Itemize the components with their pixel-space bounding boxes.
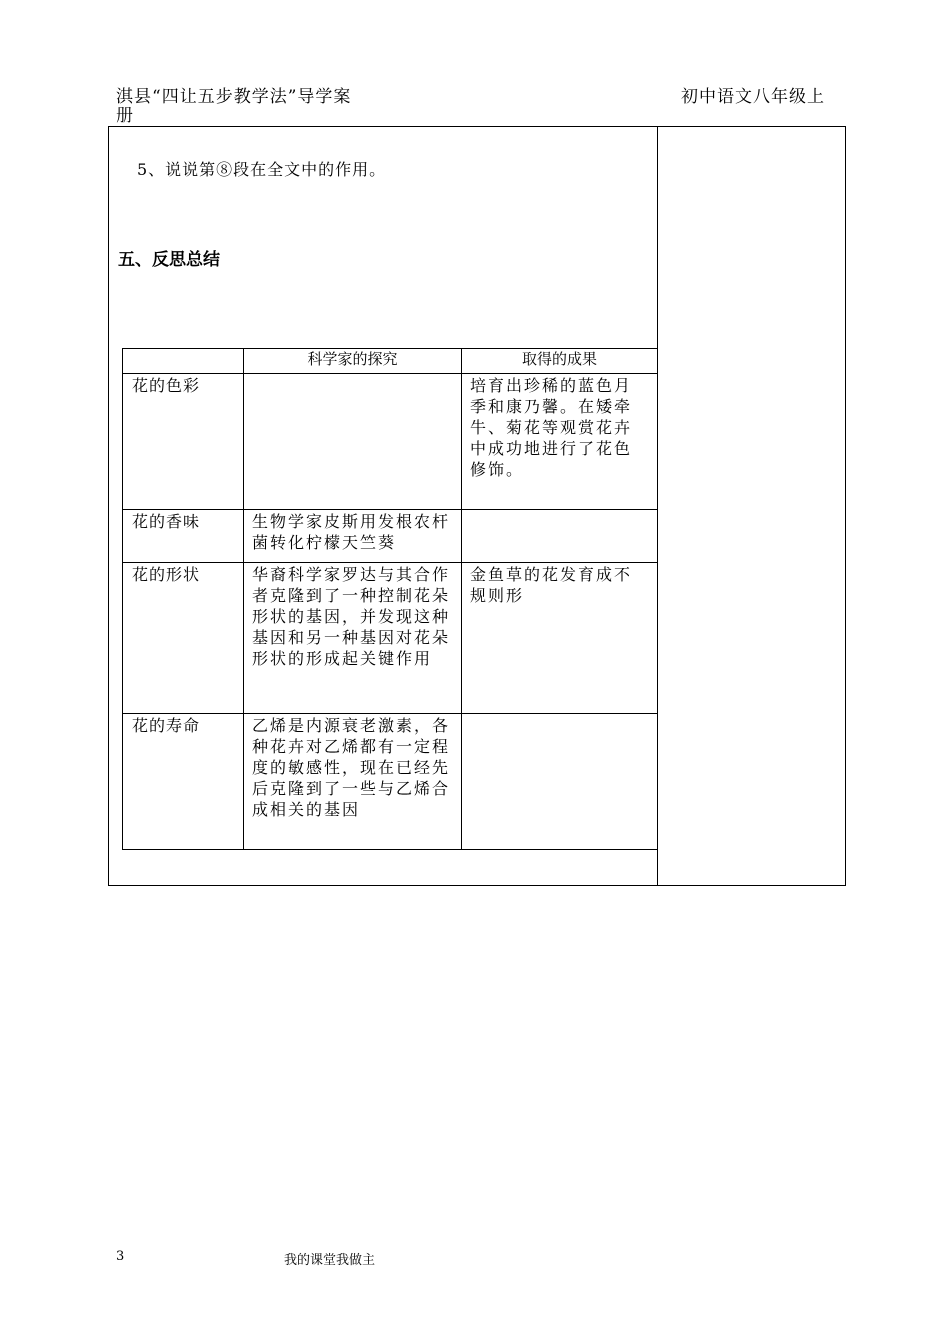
page-number: 3	[116, 1249, 125, 1264]
question-5: 5、说说第⑧段在全文中的作用。	[137, 160, 387, 179]
research-cell	[244, 374, 461, 375]
row-label: 花的香味	[132, 512, 201, 531]
header-cell-blank	[123, 349, 244, 374]
footer-motto: 我的课堂我做主	[284, 1253, 376, 1268]
result-cell: 金鱼草的花发育成不规则形	[470, 565, 633, 605]
row-label: 花的寿命	[132, 716, 201, 735]
table-row	[123, 374, 658, 510]
table-header-row	[123, 349, 658, 374]
header-title	[116, 88, 351, 126]
header-title-line2: 册	[116, 106, 134, 126]
research-cell: 乙烯是内源衰老激素，各种花卉对乙烯都有一定程度的敏感性，现在已经先后克隆到了一些与乙烯合成相关的基因	[252, 716, 451, 819]
table-row	[123, 714, 658, 850]
row-label: 花的色彩	[132, 376, 201, 395]
section-title: 五、反思总结	[118, 250, 220, 270]
content-frame	[108, 126, 846, 886]
header-cell-research: 科学家的探究	[244, 349, 462, 374]
header-cell-result: 取得的成果	[462, 349, 658, 374]
summary-table	[122, 348, 658, 850]
result-cell: 培育出珍稀的蓝色月季和康乃馨。在矮牵牛、菊花等观赏花卉中成功地进行了花色修饰。	[470, 376, 633, 479]
research-cell: 华裔科学家罗达与其合作者克隆到了一种控制花朵形状的基因，并发现这种基因和另一种基因对花朵形状的形成起关键作用	[252, 565, 451, 668]
table-row	[123, 563, 658, 714]
table-row	[123, 510, 658, 563]
research-cell: 生物学家皮斯用发根农杆菌转化柠檬天竺葵	[252, 512, 451, 552]
header-grade: 初中语文八年级上	[681, 87, 825, 107]
row-label: 花的形状	[132, 565, 201, 584]
header-title-line1: 淇县“四让五步教学法”导学案	[116, 87, 352, 107]
result-cell	[462, 510, 657, 511]
result-cell	[462, 714, 657, 715]
